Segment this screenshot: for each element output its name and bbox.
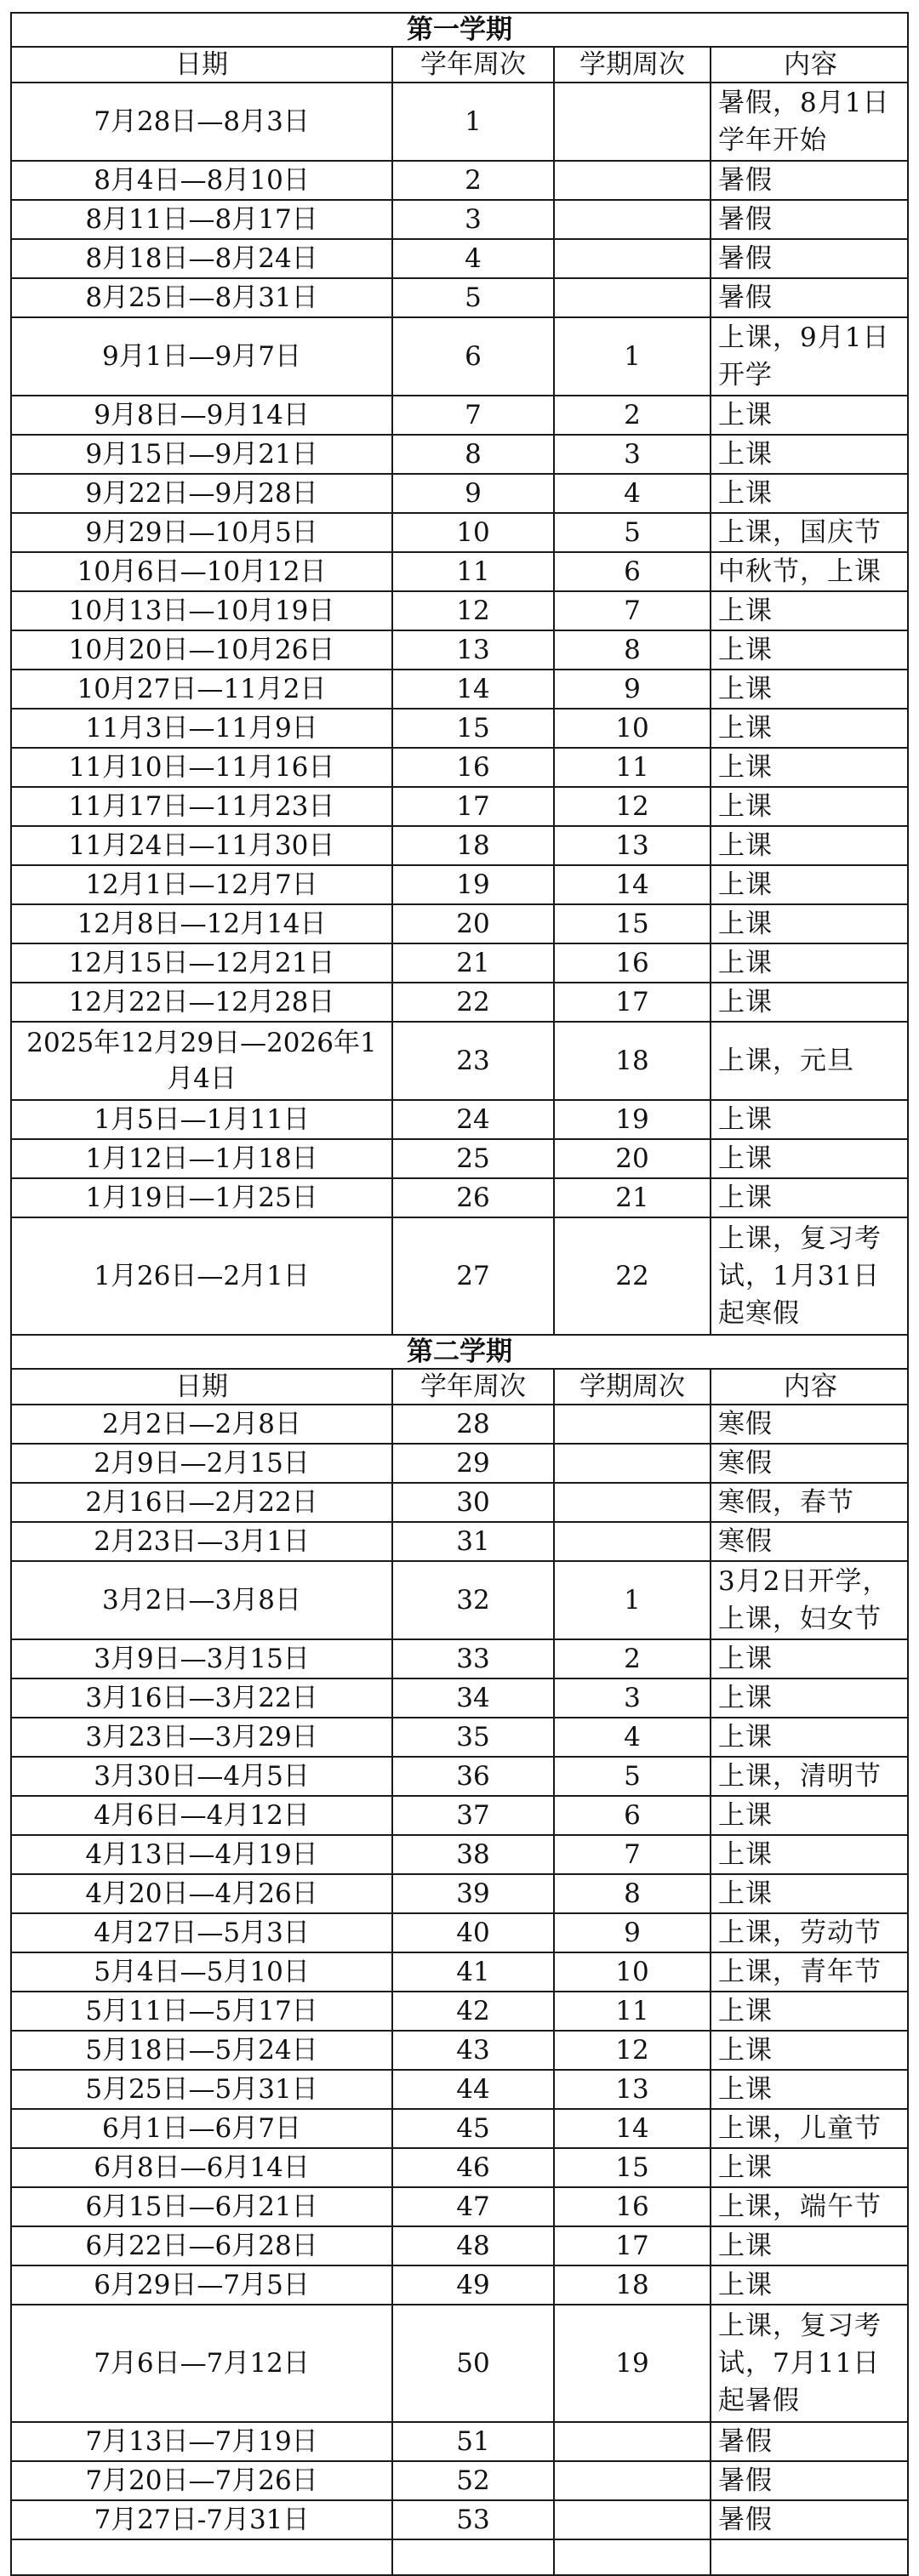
table-row bbox=[11, 1100, 908, 1139]
content-cell: 上课 bbox=[711, 709, 908, 748]
term-week-cell: 20 bbox=[554, 1139, 711, 1178]
year-week-cell: 36 bbox=[392, 1757, 554, 1796]
term-week-cell: 22 bbox=[554, 1217, 711, 1335]
column-header-term-week: 学期周次 bbox=[554, 47, 711, 83]
table-row bbox=[11, 2422, 908, 2461]
year-week-cell: 28 bbox=[392, 1405, 554, 1444]
year-week-cell: 51 bbox=[392, 2422, 554, 2461]
table-row bbox=[11, 474, 908, 513]
year-week-cell: 38 bbox=[392, 1835, 554, 1874]
term-week-cell bbox=[554, 1405, 711, 1444]
table-row bbox=[11, 787, 908, 826]
date-range-cell: 2025年12月29日—2026年1月4日 bbox=[11, 1022, 392, 1100]
table-row bbox=[11, 278, 908, 317]
content-cell: 上课 bbox=[711, 1796, 908, 1835]
year-week-cell: 45 bbox=[392, 2109, 554, 2148]
table-row bbox=[11, 83, 908, 161]
date-range-cell: 9月1日—9月7日 bbox=[11, 317, 392, 396]
term-week-cell bbox=[554, 200, 711, 239]
term-week-cell: 3 bbox=[554, 435, 711, 474]
table-row bbox=[11, 2070, 908, 2109]
year-week-cell: 6 bbox=[392, 317, 554, 396]
column-header-content: 内容 bbox=[711, 1369, 908, 1405]
date-range-cell: 8月18日—8月24日 bbox=[11, 239, 392, 278]
content-cell: 上课 bbox=[711, 826, 908, 865]
table-row bbox=[11, 1639, 908, 1678]
date-range-cell: 1月26日—2月1日 bbox=[11, 1217, 392, 1335]
date-range-cell: 8月4日—8月10日 bbox=[11, 161, 392, 200]
date-range-cell: 9月15日—9月21日 bbox=[11, 435, 392, 474]
table-row bbox=[11, 1444, 908, 1483]
year-week-cell: 9 bbox=[392, 474, 554, 513]
content-cell: 上课 bbox=[711, 748, 908, 787]
term-week-cell: 19 bbox=[554, 1100, 711, 1139]
content-cell: 上课，清明节 bbox=[711, 1757, 908, 1796]
year-week-cell: 20 bbox=[392, 904, 554, 943]
term-week-cell: 10 bbox=[554, 1952, 711, 1992]
term-week-cell: 21 bbox=[554, 1178, 711, 1217]
year-week-cell: 1 bbox=[392, 83, 554, 161]
year-week-cell: 52 bbox=[392, 2461, 554, 2500]
term-week-cell bbox=[554, 1444, 711, 1483]
content-cell: 寒假，春节 bbox=[711, 1483, 908, 1522]
content-cell: 上课 bbox=[711, 2070, 908, 2109]
term-week-cell: 1 bbox=[554, 317, 711, 396]
content-cell: 上课 bbox=[711, 943, 908, 983]
term-week-cell: 16 bbox=[554, 2187, 711, 2226]
term-week-cell: 19 bbox=[554, 2305, 711, 2422]
date-range-cell: 9月8日—9月14日 bbox=[11, 396, 392, 435]
date-range-cell: 3月30日—4月5日 bbox=[11, 1757, 392, 1796]
date-range-cell: 12月8日—12月14日 bbox=[11, 904, 392, 943]
date-range-cell: 3月2日—3月8日 bbox=[11, 1561, 392, 1639]
date-range-cell: 1月19日—1月25日 bbox=[11, 1178, 392, 1217]
term-week-cell: 12 bbox=[554, 2031, 711, 2070]
year-week-cell: 32 bbox=[392, 1561, 554, 1639]
content-cell: 上课 bbox=[711, 630, 908, 670]
content-cell: 上课 bbox=[711, 1992, 908, 2031]
semester-title: 第一学期 bbox=[11, 13, 908, 47]
content-cell: 上课，儿童节 bbox=[711, 2109, 908, 2148]
table-row bbox=[11, 2148, 908, 2187]
term-week-cell bbox=[554, 2500, 711, 2539]
year-week-cell: 27 bbox=[392, 1217, 554, 1335]
table-row bbox=[11, 1178, 908, 1217]
year-week-cell: 31 bbox=[392, 1522, 554, 1561]
content-cell: 上课 bbox=[711, 865, 908, 904]
date-range-cell: 5月25日—5月31日 bbox=[11, 2070, 392, 2109]
year-week-cell: 21 bbox=[392, 943, 554, 983]
content-cell: 上课，青年节 bbox=[711, 1952, 908, 1992]
term-week-cell: 13 bbox=[554, 2070, 711, 2109]
year-week-cell: 18 bbox=[392, 826, 554, 865]
term-week-cell: 5 bbox=[554, 513, 711, 552]
content-cell: 上课 bbox=[711, 591, 908, 630]
table-row bbox=[11, 1522, 908, 1561]
date-range-cell: 2月16日—2月22日 bbox=[11, 1483, 392, 1522]
date-range-cell: 12月1日—12月7日 bbox=[11, 865, 392, 904]
content-cell: 上课 bbox=[711, 787, 908, 826]
content-cell: 暑假 bbox=[711, 2422, 908, 2461]
table-row bbox=[11, 630, 908, 670]
date-range-cell: 11月17日—11月23日 bbox=[11, 787, 392, 826]
term-week-cell: 17 bbox=[554, 983, 711, 1022]
year-week-cell: 13 bbox=[392, 630, 554, 670]
column-header-year-week: 学年周次 bbox=[392, 1369, 554, 1405]
content-cell: 暑假 bbox=[711, 161, 908, 200]
content-cell: 上课，元旦 bbox=[711, 1022, 908, 1100]
date-range-cell: 10月6日—10月12日 bbox=[11, 552, 392, 591]
term-week-cell bbox=[554, 1483, 711, 1522]
year-week-cell: 48 bbox=[392, 2226, 554, 2265]
year-week-cell: 11 bbox=[392, 552, 554, 591]
table-row bbox=[11, 1022, 908, 1100]
date-range-cell: 6月1日—6月7日 bbox=[11, 2109, 392, 2148]
table-row bbox=[11, 1913, 908, 1952]
table-row bbox=[11, 317, 908, 396]
date-range-cell: 5月11日—5月17日 bbox=[11, 1992, 392, 2031]
year-week-cell: 24 bbox=[392, 1100, 554, 1139]
term-week-cell: 2 bbox=[554, 396, 711, 435]
content-cell: 上课 bbox=[711, 1639, 908, 1678]
content-cell: 暑假 bbox=[711, 278, 908, 317]
year-week-cell: 43 bbox=[392, 2031, 554, 2070]
year-week-cell: 8 bbox=[392, 435, 554, 474]
year-week-cell: 7 bbox=[392, 396, 554, 435]
year-week-cell: 50 bbox=[392, 2305, 554, 2422]
table-row bbox=[11, 1483, 908, 1522]
content-cell: 上课 bbox=[711, 670, 908, 709]
term-week-cell: 11 bbox=[554, 748, 711, 787]
term-week-cell: 18 bbox=[554, 2265, 711, 2305]
term-week-cell: 9 bbox=[554, 670, 711, 709]
date-range-cell: 3月9日—3月15日 bbox=[11, 1639, 392, 1678]
date-range-cell: 5月4日—5月10日 bbox=[11, 1952, 392, 1992]
year-week-cell: 53 bbox=[392, 2500, 554, 2539]
year-week-cell: 10 bbox=[392, 513, 554, 552]
term-week-cell bbox=[554, 1522, 711, 1561]
year-week-cell: 40 bbox=[392, 1913, 554, 1952]
table-row bbox=[11, 2109, 908, 2148]
date-range-cell: 6月29日—7月5日 bbox=[11, 2265, 392, 2305]
date-range-cell: 8月25日—8月31日 bbox=[11, 278, 392, 317]
column-header-term-week: 学期周次 bbox=[554, 1369, 711, 1405]
year-week-cell: 19 bbox=[392, 865, 554, 904]
content-cell: 上课 bbox=[711, 474, 908, 513]
term-week-cell: 16 bbox=[554, 943, 711, 983]
content-cell: 上课 bbox=[711, 1178, 908, 1217]
content-cell: 中秋节，上课 bbox=[711, 552, 908, 591]
year-week-cell: 14 bbox=[392, 670, 554, 709]
year-week-cell: 16 bbox=[392, 748, 554, 787]
term-week-cell: 14 bbox=[554, 2109, 711, 2148]
column-header-date: 日期 bbox=[11, 47, 392, 83]
term-week-cell: 17 bbox=[554, 2226, 711, 2265]
term-week-cell: 18 bbox=[554, 1022, 711, 1100]
content-cell: 上课 bbox=[711, 1874, 908, 1913]
term-week-cell: 6 bbox=[554, 552, 711, 591]
content-cell: 上课 bbox=[711, 2148, 908, 2187]
date-range-cell: 2月23日—3月1日 bbox=[11, 1522, 392, 1561]
content-cell: 暑假 bbox=[711, 200, 908, 239]
table-row bbox=[11, 1757, 908, 1796]
content-cell: 3月2日开学，上课，妇女节 bbox=[711, 1561, 908, 1639]
term-week-cell bbox=[554, 278, 711, 317]
content-cell: 寒假 bbox=[711, 1522, 908, 1561]
date-range-cell: 11月10日—11月16日 bbox=[11, 748, 392, 787]
table-row bbox=[11, 2500, 908, 2539]
content-cell: 上课 bbox=[711, 983, 908, 1022]
table-row bbox=[11, 826, 908, 865]
date-range-cell: 4月6日—4月12日 bbox=[11, 1796, 392, 1835]
content-cell: 上课 bbox=[711, 2265, 908, 2305]
date-range-cell: 10月13日—10月19日 bbox=[11, 591, 392, 630]
table-row bbox=[11, 943, 908, 983]
semester-header-row bbox=[11, 13, 908, 47]
date-range-cell: 1月12日—1月18日 bbox=[11, 1139, 392, 1178]
term-week-cell: 1 bbox=[554, 1561, 711, 1639]
table-row bbox=[11, 1561, 908, 1639]
column-header-content: 内容 bbox=[711, 47, 908, 83]
semester-header-row bbox=[11, 1335, 908, 1369]
table-row bbox=[11, 904, 908, 943]
content-cell: 暑假 bbox=[711, 239, 908, 278]
column-header-date: 日期 bbox=[11, 1369, 392, 1405]
content-cell: 暑假，8月1日学年开始 bbox=[711, 83, 908, 161]
content-cell: 上课，端午节 bbox=[711, 2187, 908, 2226]
table-row bbox=[11, 1405, 908, 1444]
date-range-cell: 7月13日—7月19日 bbox=[11, 2422, 392, 2461]
year-week-cell: 5 bbox=[392, 278, 554, 317]
content-cell: 上课 bbox=[711, 396, 908, 435]
semester-title: 第二学期 bbox=[11, 1335, 908, 1369]
year-week-cell: 35 bbox=[392, 1718, 554, 1757]
table-row bbox=[11, 748, 908, 787]
year-week-cell: 26 bbox=[392, 1178, 554, 1217]
content-cell: 上课 bbox=[711, 1100, 908, 1139]
table-row bbox=[11, 200, 908, 239]
table-row bbox=[11, 1678, 908, 1718]
table-row bbox=[11, 1952, 908, 1992]
column-header-year-week: 学年周次 bbox=[392, 47, 554, 83]
term-week-cell: 5 bbox=[554, 1757, 711, 1796]
term-week-cell: 4 bbox=[554, 474, 711, 513]
content-cell: 上课 bbox=[711, 2226, 908, 2265]
table-row bbox=[11, 2187, 908, 2226]
content-cell: 上课 bbox=[711, 435, 908, 474]
term-week-cell: 4 bbox=[554, 1718, 711, 1757]
date-range-cell: 10月27日—11月2日 bbox=[11, 670, 392, 709]
table-row bbox=[11, 709, 908, 748]
year-week-cell: 15 bbox=[392, 709, 554, 748]
year-week-cell: 46 bbox=[392, 2148, 554, 2187]
content-cell: 寒假 bbox=[711, 1405, 908, 1444]
table-row bbox=[11, 1718, 908, 1757]
table-row bbox=[11, 2461, 908, 2500]
year-week-cell: 12 bbox=[392, 591, 554, 630]
term-week-cell: 7 bbox=[554, 1835, 711, 1874]
date-range-cell: 8月11日—8月17日 bbox=[11, 200, 392, 239]
table-row bbox=[11, 1835, 908, 1874]
year-week-cell: 3 bbox=[392, 200, 554, 239]
empty-cell bbox=[11, 2539, 392, 2575]
content-cell: 上课，复习考试，7月11日起暑假 bbox=[711, 2305, 908, 2422]
year-week-cell: 22 bbox=[392, 983, 554, 1022]
term-week-cell: 14 bbox=[554, 865, 711, 904]
year-week-cell: 25 bbox=[392, 1139, 554, 1178]
term-week-cell bbox=[554, 239, 711, 278]
content-cell: 上课 bbox=[711, 904, 908, 943]
content-cell: 上课 bbox=[711, 2031, 908, 2070]
term-week-cell: 11 bbox=[554, 1992, 711, 2031]
table-row bbox=[11, 2226, 908, 2265]
term-week-cell: 3 bbox=[554, 1678, 711, 1718]
year-week-cell: 49 bbox=[392, 2265, 554, 2305]
year-week-cell: 4 bbox=[392, 239, 554, 278]
school-calendar-table bbox=[10, 12, 909, 2576]
term-week-cell: 10 bbox=[554, 709, 711, 748]
date-range-cell: 4月13日—4月19日 bbox=[11, 1835, 392, 1874]
year-week-cell: 33 bbox=[392, 1639, 554, 1678]
content-cell: 上课 bbox=[711, 1718, 908, 1757]
term-week-cell bbox=[554, 2422, 711, 2461]
table-row bbox=[11, 161, 908, 200]
date-range-cell: 1月5日—1月11日 bbox=[11, 1100, 392, 1139]
year-week-cell: 17 bbox=[392, 787, 554, 826]
year-week-cell: 47 bbox=[392, 2187, 554, 2226]
year-week-cell: 23 bbox=[392, 1022, 554, 1100]
table-row bbox=[11, 1874, 908, 1913]
date-range-cell: 7月20日—7月26日 bbox=[11, 2461, 392, 2500]
date-range-cell: 3月16日—3月22日 bbox=[11, 1678, 392, 1718]
year-week-cell: 2 bbox=[392, 161, 554, 200]
year-week-cell: 37 bbox=[392, 1796, 554, 1835]
column-header-row bbox=[11, 1369, 908, 1405]
table-row bbox=[11, 513, 908, 552]
year-week-cell: 39 bbox=[392, 1874, 554, 1913]
term-week-cell bbox=[554, 2461, 711, 2500]
date-range-cell: 7月28日—8月3日 bbox=[11, 83, 392, 161]
table-row bbox=[11, 1992, 908, 2031]
empty-cell bbox=[711, 2539, 908, 2575]
date-range-cell: 11月24日—11月30日 bbox=[11, 826, 392, 865]
date-range-cell: 6月22日—6月28日 bbox=[11, 2226, 392, 2265]
content-cell: 上课，劳动节 bbox=[711, 1913, 908, 1952]
table-row bbox=[11, 552, 908, 591]
term-week-cell: 15 bbox=[554, 2148, 711, 2187]
date-range-cell: 7月27日-7月31日 bbox=[11, 2500, 392, 2539]
table-row bbox=[11, 2305, 908, 2422]
table-row bbox=[11, 670, 908, 709]
term-week-cell: 7 bbox=[554, 591, 711, 630]
content-cell: 寒假 bbox=[711, 1444, 908, 1483]
table-row bbox=[11, 1217, 908, 1335]
term-week-cell bbox=[554, 161, 711, 200]
table-row bbox=[11, 591, 908, 630]
table-row bbox=[11, 435, 908, 474]
content-cell: 暑假 bbox=[711, 2461, 908, 2500]
date-range-cell: 2月9日—2月15日 bbox=[11, 1444, 392, 1483]
table-row bbox=[11, 2031, 908, 2070]
year-week-cell: 29 bbox=[392, 1444, 554, 1483]
year-week-cell: 30 bbox=[392, 1483, 554, 1522]
year-week-cell: 44 bbox=[392, 2070, 554, 2109]
date-range-cell: 9月29日—10月5日 bbox=[11, 513, 392, 552]
empty-cell bbox=[392, 2539, 554, 2575]
content-cell: 上课，国庆节 bbox=[711, 513, 908, 552]
date-range-cell: 10月20日—10月26日 bbox=[11, 630, 392, 670]
year-week-cell: 34 bbox=[392, 1678, 554, 1718]
date-range-cell: 9月22日—9月28日 bbox=[11, 474, 392, 513]
date-range-cell: 11月3日—11月9日 bbox=[11, 709, 392, 748]
date-range-cell: 12月15日—12月21日 bbox=[11, 943, 392, 983]
term-week-cell: 8 bbox=[554, 1874, 711, 1913]
content-cell: 上课 bbox=[711, 1139, 908, 1178]
date-range-cell: 7月6日—7月12日 bbox=[11, 2305, 392, 2422]
date-range-cell: 2月2日—2月8日 bbox=[11, 1405, 392, 1444]
year-week-cell: 41 bbox=[392, 1952, 554, 1992]
table-row bbox=[11, 396, 908, 435]
term-week-cell: 2 bbox=[554, 1639, 711, 1678]
table-row bbox=[11, 239, 908, 278]
term-week-cell bbox=[554, 83, 711, 161]
empty-cell bbox=[554, 2539, 711, 2575]
term-week-cell: 15 bbox=[554, 904, 711, 943]
date-range-cell: 4月20日—4月26日 bbox=[11, 1874, 392, 1913]
content-cell: 上课 bbox=[711, 1678, 908, 1718]
date-range-cell: 4月27日—5月3日 bbox=[11, 1913, 392, 1952]
term-week-cell: 12 bbox=[554, 787, 711, 826]
content-cell: 上课 bbox=[711, 1835, 908, 1874]
content-cell: 上课，复习考试，1月31日起寒假 bbox=[711, 1217, 908, 1335]
table-row bbox=[11, 1796, 908, 1835]
calendar-body bbox=[11, 13, 908, 2575]
table-row bbox=[11, 1139, 908, 1178]
table-row bbox=[11, 865, 908, 904]
column-header-row bbox=[11, 47, 908, 83]
term-week-cell: 6 bbox=[554, 1796, 711, 1835]
term-week-cell: 9 bbox=[554, 1913, 711, 1952]
table-row bbox=[11, 2265, 908, 2305]
table-row bbox=[11, 983, 908, 1022]
content-cell: 上课，9月1日开学 bbox=[711, 317, 908, 396]
empty-row bbox=[11, 2539, 908, 2575]
date-range-cell: 12月22日—12月28日 bbox=[11, 983, 392, 1022]
year-week-cell: 42 bbox=[392, 1992, 554, 2031]
term-week-cell: 13 bbox=[554, 826, 711, 865]
date-range-cell: 6月15日—6月21日 bbox=[11, 2187, 392, 2226]
date-range-cell: 3月23日—3月29日 bbox=[11, 1718, 392, 1757]
date-range-cell: 6月8日—6月14日 bbox=[11, 2148, 392, 2187]
term-week-cell: 8 bbox=[554, 630, 711, 670]
date-range-cell: 5月18日—5月24日 bbox=[11, 2031, 392, 2070]
content-cell: 暑假 bbox=[711, 2500, 908, 2539]
